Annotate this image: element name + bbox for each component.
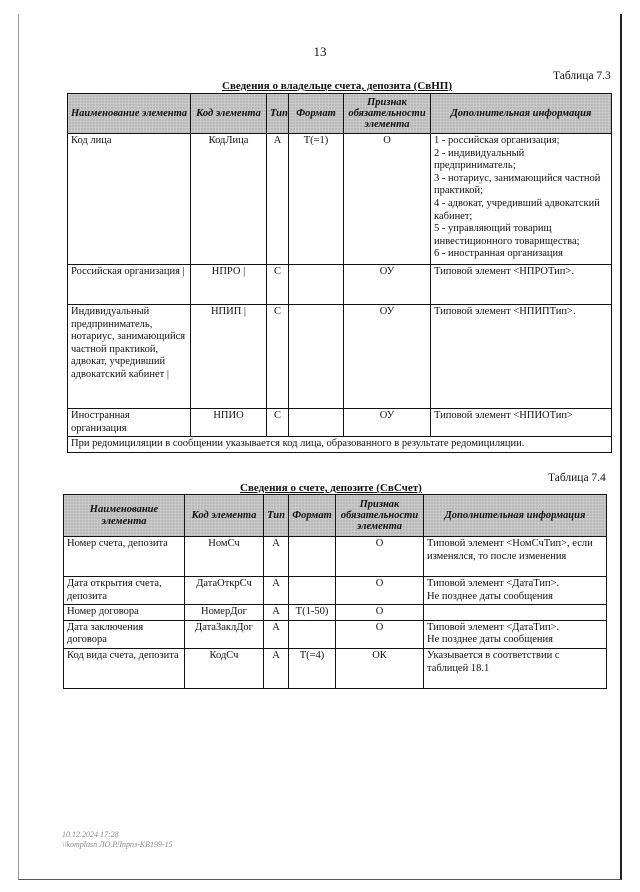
cell-info: Типовой элемент <ДатаТип>. Не позднее даты сообщения: [424, 577, 607, 605]
table-row: [64, 537, 607, 577]
table-note: При редомициляции в сообщении указывается код лица, образованного в результате редомициляции.: [68, 437, 612, 453]
cell-name: Иностранная организация: [68, 409, 191, 437]
cell-name: Номер договора: [64, 605, 185, 621]
cell-type: С: [267, 409, 289, 437]
table-row: [68, 409, 612, 437]
account-info-table: [63, 494, 607, 689]
header-info: Дополнительная информация: [424, 495, 607, 537]
cell-info: Типовой элемент <НПИПТип>.: [431, 305, 612, 409]
header-format: Формат: [289, 495, 336, 537]
cell-code: ДатаОткрСч: [185, 577, 264, 605]
table-row: [68, 134, 612, 265]
cell-required: О: [336, 620, 424, 648]
cell-required: О: [336, 577, 424, 605]
cell-required: О: [336, 537, 424, 577]
cell-required: О: [344, 134, 431, 265]
cell-info: Типовой элемент <ДатаТип>. Не позднее даты сообщения: [424, 620, 607, 648]
cell-format: [289, 537, 336, 577]
cell-code: НПИО: [191, 409, 267, 437]
cell-type: С: [267, 305, 289, 409]
cell-type: А: [264, 537, 289, 577]
cell-code: НомСч: [185, 537, 264, 577]
cell-format: [289, 265, 344, 305]
header-info: Дополнительная информация: [431, 94, 612, 134]
cell-format: Т(1-50): [289, 605, 336, 621]
cell-required: ОУ: [344, 409, 431, 437]
page-number: 13: [313, 44, 327, 59]
cell-type: А: [264, 648, 289, 688]
header-code: Код элемента: [191, 94, 267, 134]
cell-code: НПРО |: [191, 265, 267, 305]
cell-type: С: [267, 265, 289, 305]
cell-type: А: [264, 605, 289, 621]
cell-code: ДатаЗаклДог: [185, 620, 264, 648]
table-7-3-label: Таблица 7.3: [553, 70, 611, 82]
cell-required: ОУ: [344, 265, 431, 305]
cell-info: Типовой элемент <НомСчТип>, если изменялся, то после изменения: [424, 537, 607, 577]
cell-format: [289, 305, 344, 409]
table-7-4-title: Сведения о счете, депозите (СвСчет): [240, 482, 422, 494]
cell-code: КодСч: [185, 648, 264, 688]
cell-info: 1 - российская организация; 2 - индивидуальный предприниматель; 3 - нотариус, занимающийся частной практикой; 4 - адвокат, учредивший адвокатский кабинет; 5 - управляющий товарищ инвестиционного товарищества; 6 - иностранная организация: [431, 134, 612, 265]
cell-name: Индивидуальный предприниматель, нотариус, занимающийся частной практикой, адвокат, учредивший адвокатский кабинет |: [68, 305, 191, 409]
footer-timestamp: 10.12.2024 17:28: [62, 830, 119, 839]
cell-required: ОУ: [344, 305, 431, 409]
header-type: Тип: [267, 94, 289, 134]
cell-format: [289, 620, 336, 648]
owner-info-table: [67, 93, 612, 453]
header-name: Наименование элемента: [64, 495, 185, 537]
cell-name: Код вида счета, депозита: [64, 648, 185, 688]
table-row: [68, 265, 612, 305]
cell-name: Дата заключения договора: [64, 620, 185, 648]
cell-name: Дата открытия счета, депозита: [64, 577, 185, 605]
header-name: Наименование элемента: [68, 94, 191, 134]
table-note-row: [68, 437, 612, 453]
cell-required: О: [336, 605, 424, 621]
table-header-row: [68, 94, 612, 134]
table-row: [64, 577, 607, 605]
cell-info: Типовой элемент <НПИОТип>: [431, 409, 612, 437]
cell-type: А: [267, 134, 289, 265]
cell-info: Типовой элемент <НПРОТип>.: [431, 265, 612, 305]
footer-path: \\komplusn ЛО.РЛпрпз-КВ199-15: [62, 840, 173, 849]
header-required: Признак обязательности элемента: [336, 495, 424, 537]
cell-format: [289, 577, 336, 605]
header-code: Код элемента: [185, 495, 264, 537]
cell-name: Российская организация |: [68, 265, 191, 305]
header-format: Формат: [289, 94, 344, 134]
cell-format: Т(=4): [289, 648, 336, 688]
header-type: Тип: [264, 495, 289, 537]
cell-format: Т(=1): [289, 134, 344, 265]
table-row: [68, 305, 612, 409]
table-row: [64, 648, 607, 688]
cell-name: Номер счета, депозита: [64, 537, 185, 577]
table-header-row: [64, 495, 607, 537]
table-row: [64, 620, 607, 648]
table-7-3-title: Сведения о владельце счета, депозита (СвНП): [222, 80, 453, 92]
cell-name: Код лица: [68, 134, 191, 265]
cell-info: [424, 605, 607, 621]
cell-code: КодЛица: [191, 134, 267, 265]
print-footer: [62, 830, 173, 850]
cell-format: [289, 409, 344, 437]
cell-type: А: [264, 577, 289, 605]
cell-info: Указывается в соответствии с таблицей 18.1: [424, 648, 607, 688]
table-row: [64, 605, 607, 621]
cell-type: А: [264, 620, 289, 648]
cell-required: ОК: [336, 648, 424, 688]
cell-code: НПИП |: [191, 305, 267, 409]
table-7-4-label: Таблица 7.4: [548, 472, 606, 484]
header-required: Признак обязательности элемента: [344, 94, 431, 134]
cell-code: НомерДог: [185, 605, 264, 621]
